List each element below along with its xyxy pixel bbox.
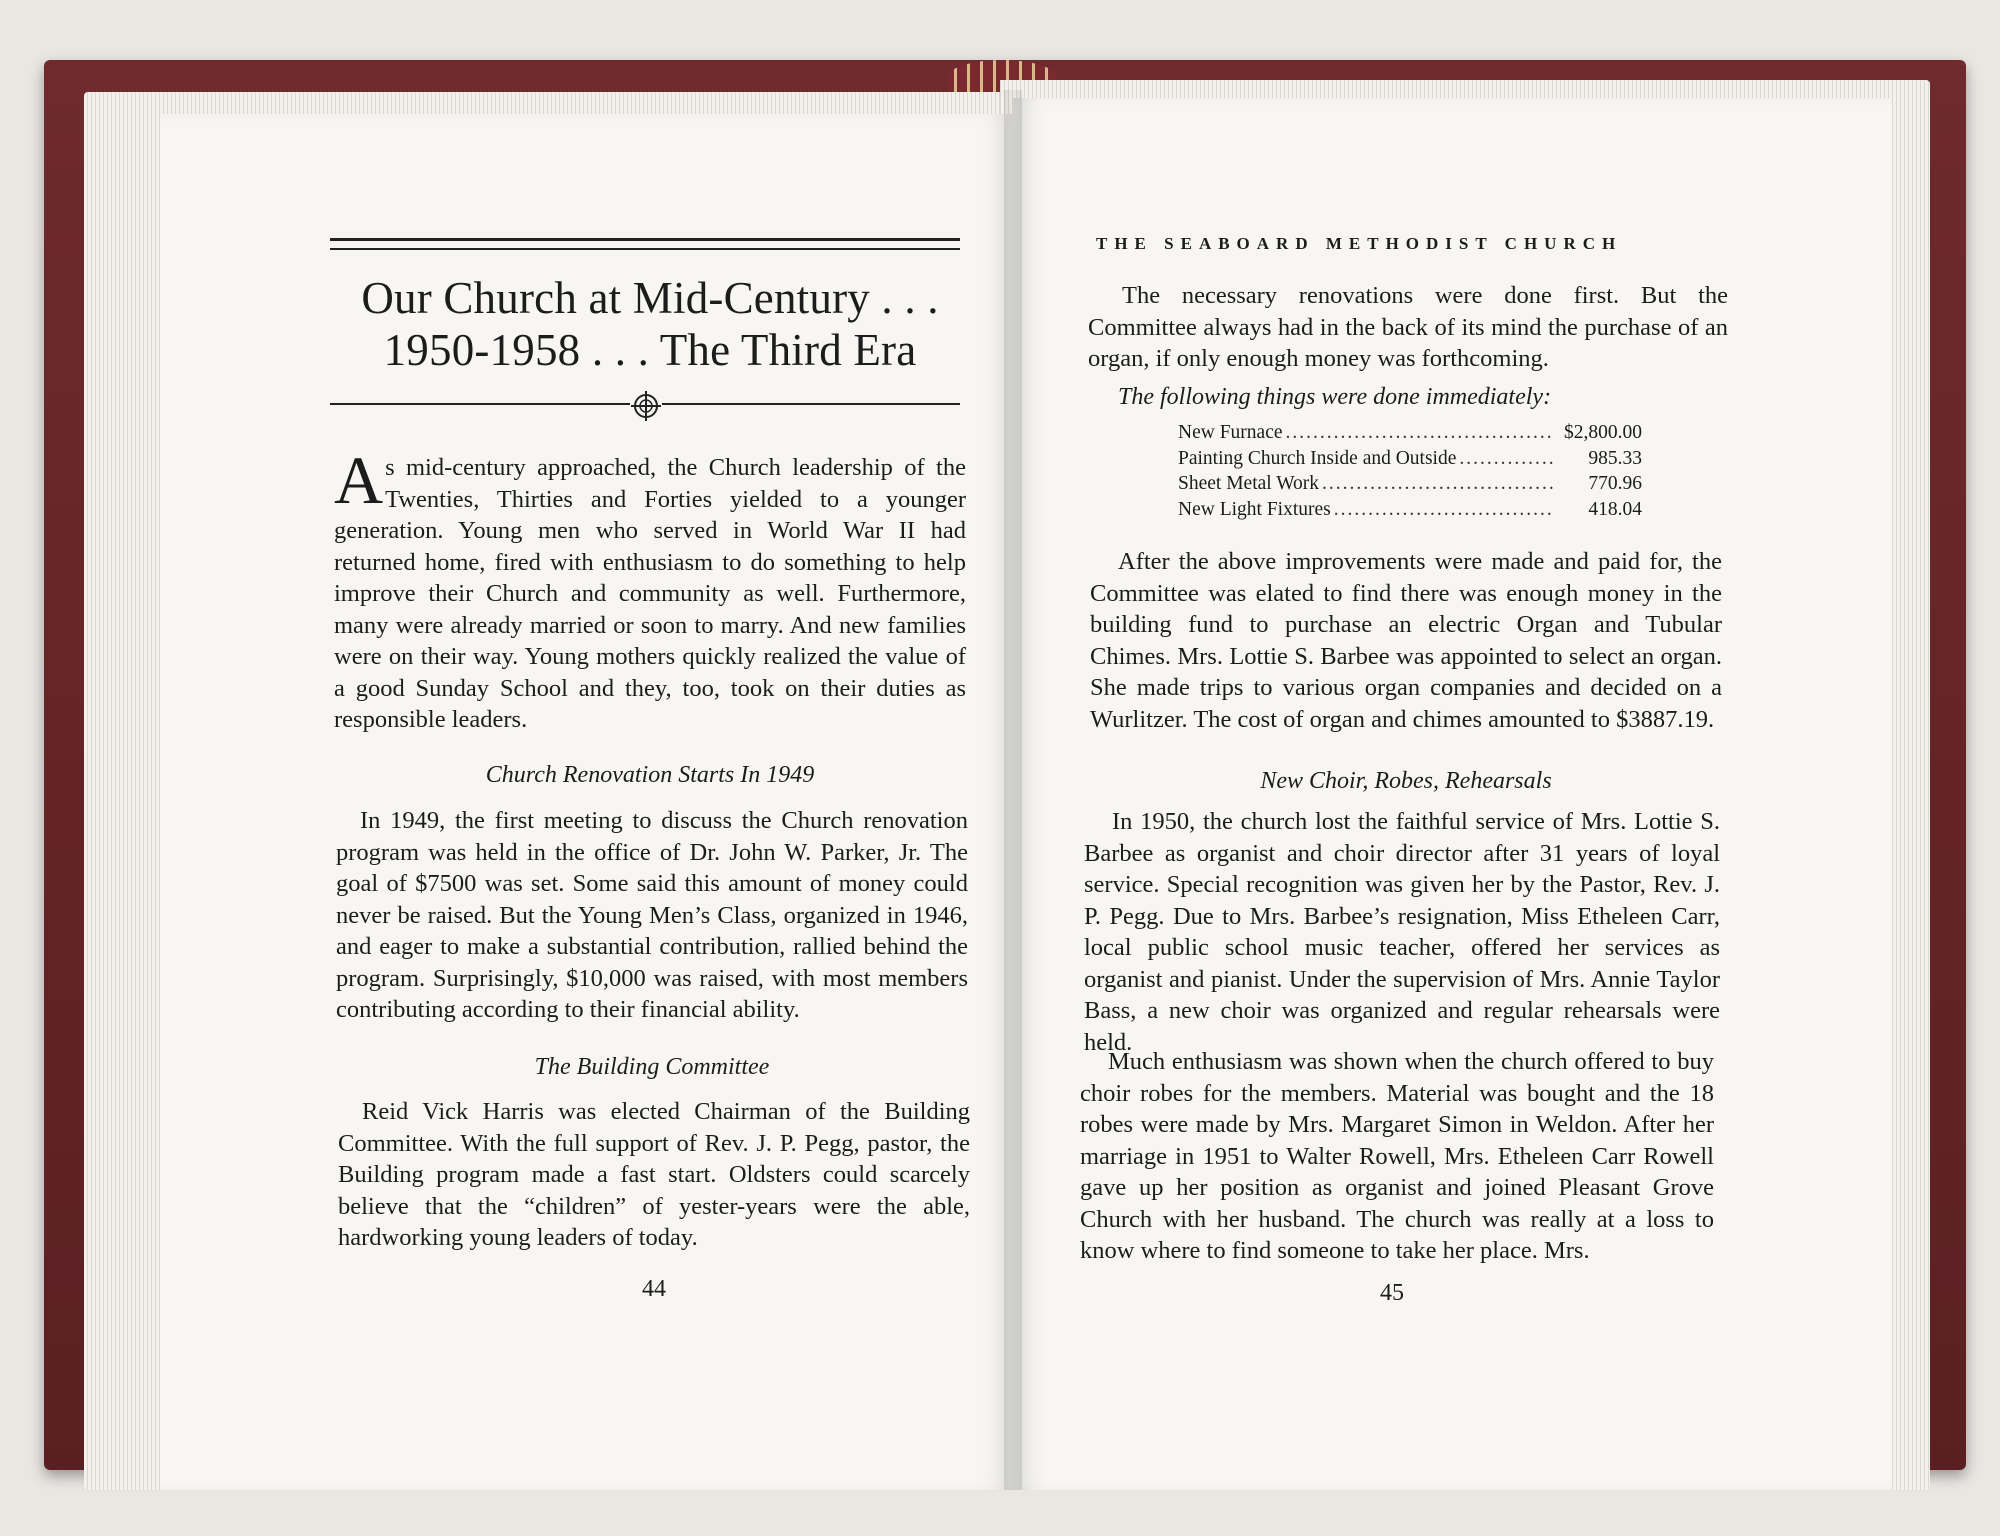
committee-paragraph: Reid Vick Harris was elected Chairman of the Building Committee. With the full support of Rev. J. P. Pegg, pastor, the Building program made a fast start. Oldsters could scarcely believe that the “children” of yester-years were the able, hardworking young leaders of today. xyxy=(338,1098,970,1251)
drop-cap: A xyxy=(334,442,384,518)
title-rule-bottom-left xyxy=(330,403,630,405)
list-item: Sheet Metal Work ..... 770.96 xyxy=(1178,471,1642,497)
list-heading: The following things were done immediately: xyxy=(1118,384,1552,410)
title-rule-top-1 xyxy=(330,238,960,241)
subhead-new-choir: New Choir, Robes, Rehearsals xyxy=(1260,768,1552,794)
robes-paragraph: Much enthusiasm was shown when the church offered to buy choir robes for the members. Material was bought and the 18 robes were made by Mrs. Margaret Simon in Weldon. After her marriage in 1951 to Walter Rowell, Mrs. Etheleen Carr Rowell gave up her position as organist and joined Pleasant Grove Church with her husband. The church was really at a loss to know where to find someone to take her place. Mrs. xyxy=(1080,1048,1714,1264)
renovations-paragraph: The necessary renovations were done first. But the Committee always had in the back of its mind the purchase of an organ, if only enough money was forthcoming. xyxy=(1088,282,1728,372)
running-head: THE SEABOARD METHODIST CHURCH xyxy=(1096,234,1623,253)
choir-paragraph: In 1950, the church lost the faithful service of Mrs. Lottie S. Barbee as organist and choir director after 31 years of loyal service. Special recognition was given her by the Pastor, Rev. J. P. Pegg. Due to Mrs. Barbee’s resignation, Miss Etheleen Carr, local public school music teacher, offered her services as organist and pianist. Under the supervision of Mrs. Annie Taylor Bass, a new choir was organized and regular rehearsals were held. xyxy=(1084,808,1720,1056)
page-number-left: 44 xyxy=(642,1276,666,1302)
title-rule-bottom-right xyxy=(662,403,960,405)
chapter-title-line-2: 1950-1958 . . . The Third Era xyxy=(383,325,917,375)
subhead-church-renovation: Church Renovation Starts In 1949 xyxy=(485,762,815,788)
list-item: New Light Fixtures ..... 418.04 xyxy=(1178,497,1642,523)
chapter-title-line-1: Our Church at Mid-Century . . . xyxy=(361,273,939,323)
improvements-list xyxy=(1178,420,1642,522)
title-rule-top-2 xyxy=(330,248,960,250)
book-gutter xyxy=(1004,90,1022,1490)
intro-paragraph: As mid-century approached, the Church leadership of the Twenties, Thirties and Forties yielded to a younger generation. Young men who served in World War II had returned home, fired with enthusiasm to do something to help improve their Church and community as well. Furthermore, many were already married or soon to marry. And new families were on their way. Young mothers quickly realized the value of a good Sunday School and they, too, took on their duties as responsible leaders. xyxy=(334,442,966,733)
compass-ornament-icon xyxy=(630,390,662,422)
list-item: New Furnace ..... $2,800.00 xyxy=(1178,420,1642,446)
page-number-right: 45 xyxy=(1380,1280,1404,1306)
subhead-building-committee: The Building Committee xyxy=(534,1054,770,1080)
renovation-paragraph: In 1949, the first meeting to discuss the Church renovation program was held in the office of Dr. John W. Parker, Jr. The goal of $7500 was set. Some said this amount of money could never be raised. But the Young Men’s Class, organized in 1946, and eager to make a substantial contribution, rallied behind the program. Surprisingly, $10,000 was raised, with most members contributing according to their financial ability. xyxy=(336,807,968,1023)
list-item: Painting Church Inside and Outside ..... 985.33 xyxy=(1178,446,1642,472)
organ-paragraph: After the above improvements were made and paid for, the Committee was elated to find there was enough money in the building fund to purchase an electric Organ and Tubular Chimes. Mrs. Lottie S. Barbee was appointed to select an organ. She made trips to various organ companies and decided on a Wurlitzer. The cost of organ and chimes amounted to $3887.19. xyxy=(1090,548,1722,733)
